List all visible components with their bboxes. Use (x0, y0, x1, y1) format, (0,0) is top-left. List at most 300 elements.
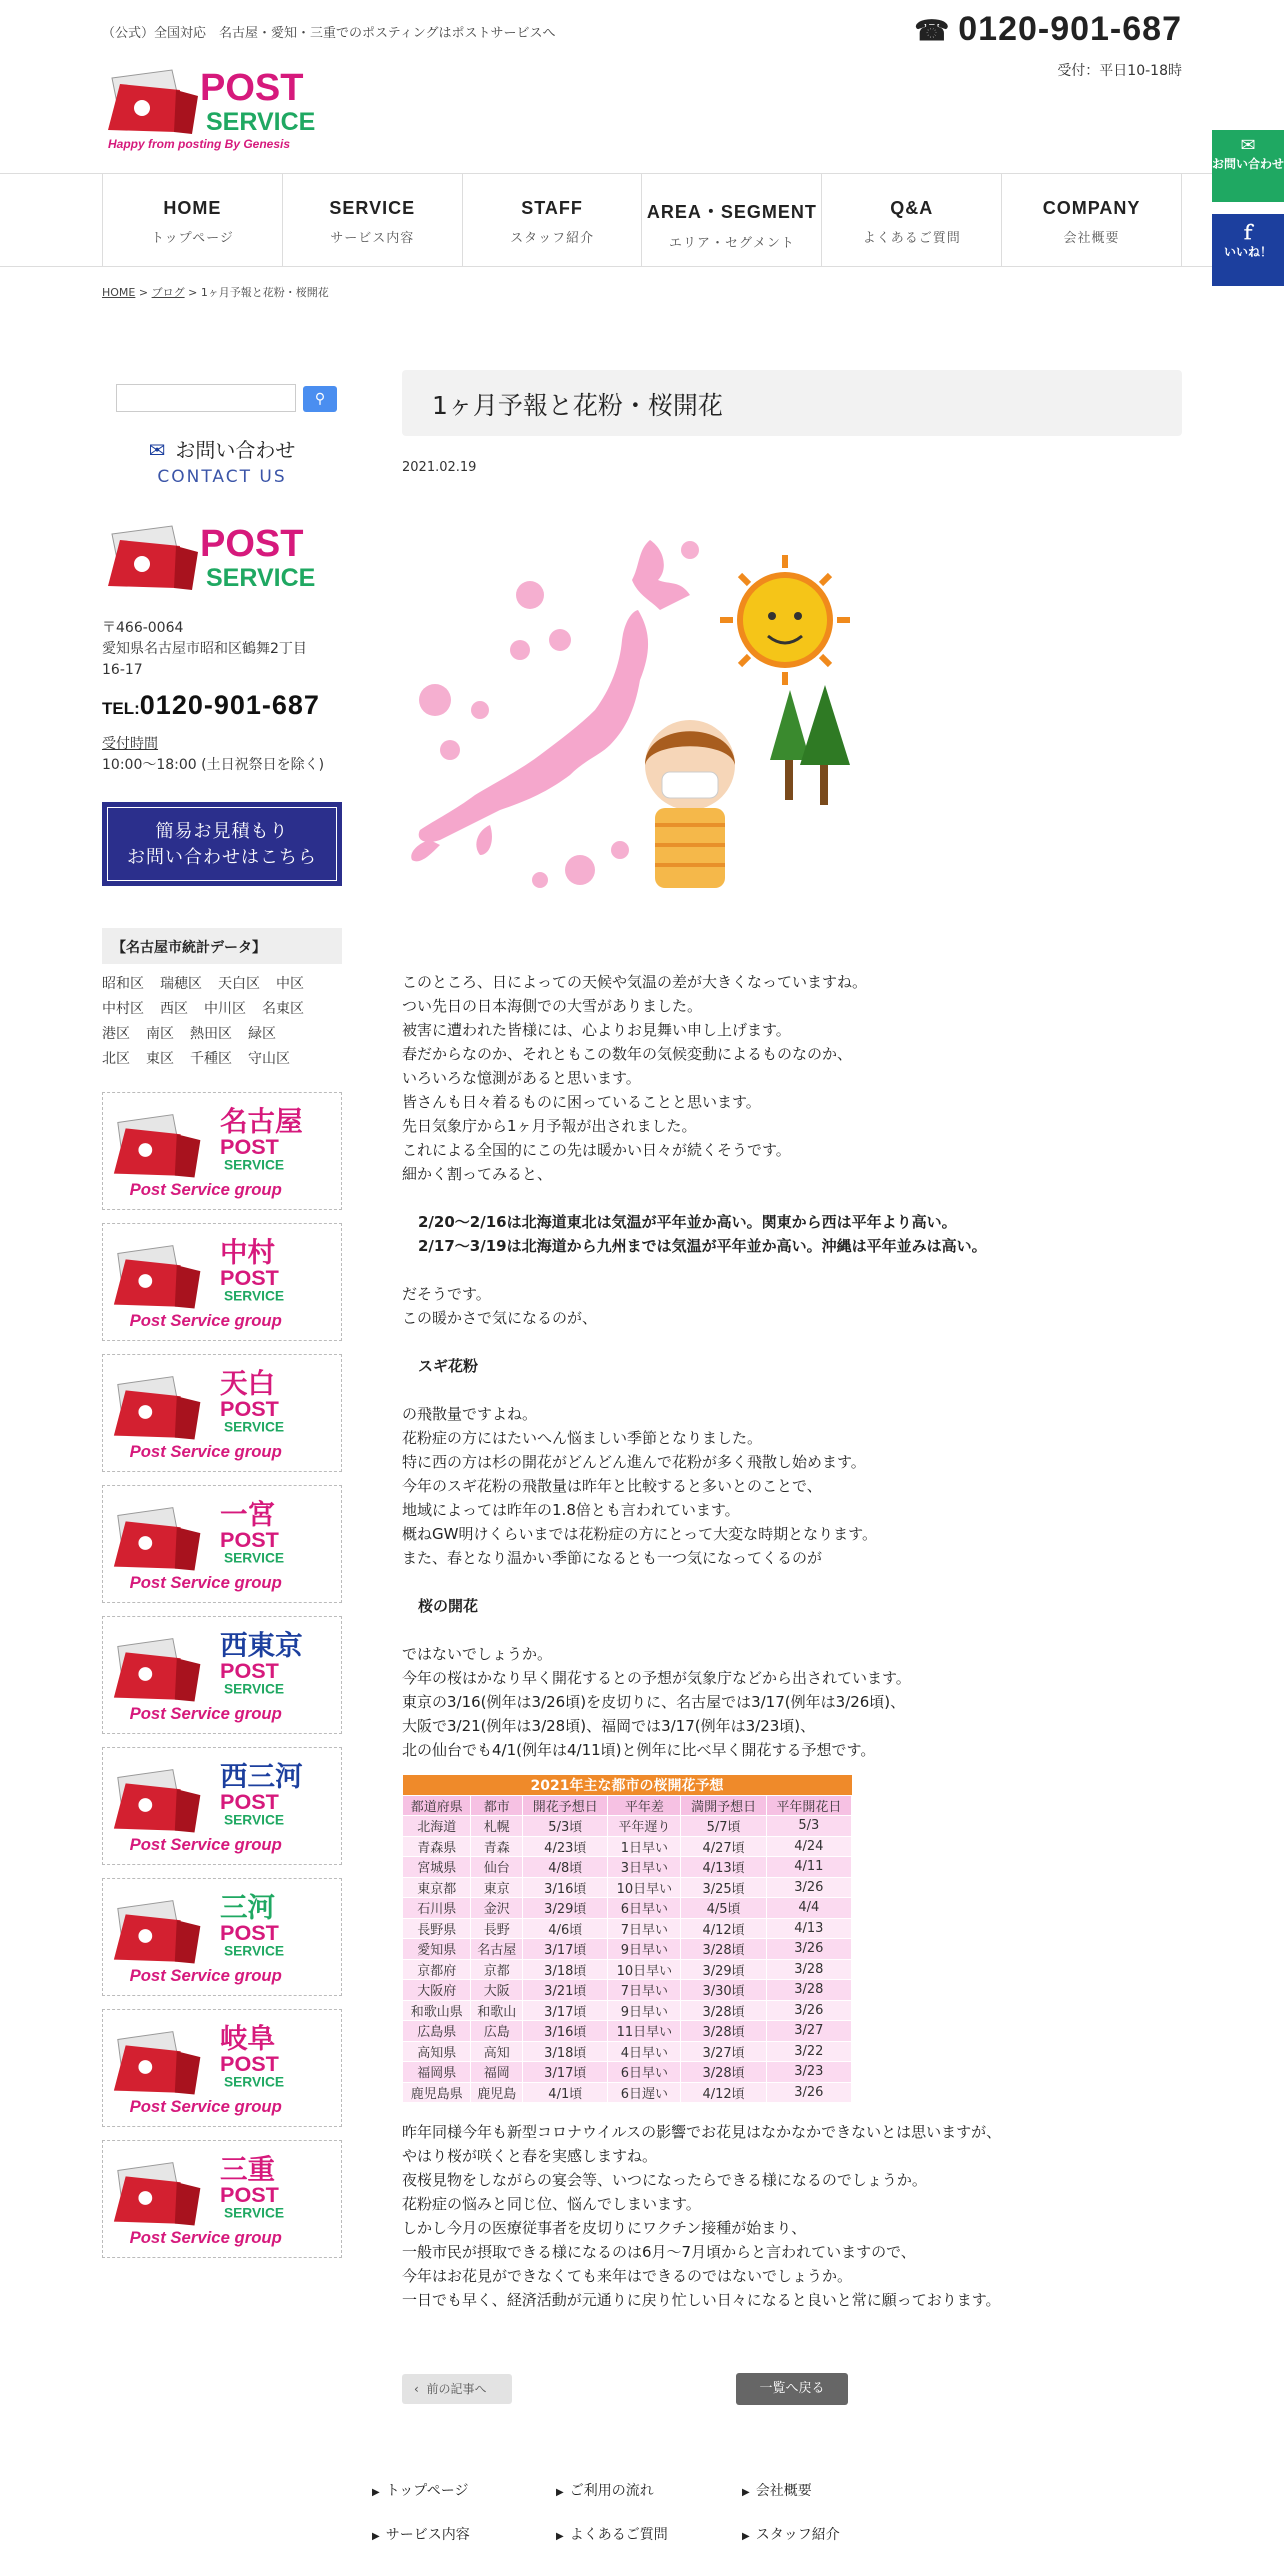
table-header: 平年差 (608, 1796, 681, 1816)
nav-home[interactable] (103, 174, 283, 266)
text-line: 大阪で3/21(例年は3/28頃)、福岡では3/17(例年は3/23頃)、 (402, 1717, 816, 1735)
table-cell: 3/28頃 (681, 1939, 766, 1960)
article-para-3 (402, 1402, 1202, 1570)
ward-link[interactable]: 西区 (160, 1001, 188, 1017)
footer-link-label: スタッフ紹介 (755, 2527, 840, 2543)
hours-value: 10:00〜18:00 (土日祝祭日を除く) (102, 757, 325, 773)
banner-service-text: SERVICE (223, 1943, 285, 1959)
banner-group-text: Post Service group (129, 2228, 282, 2248)
table-cell: 石川県 (403, 1898, 471, 1919)
banner-post-text: POST (220, 2181, 279, 2207)
triangle-right-icon: ▶ (742, 2487, 750, 2498)
envelope-icon: ✉ (148, 438, 166, 462)
table-cell: 3/28頃 (681, 2062, 766, 2083)
phone-icon: ☎ (914, 15, 951, 46)
table-cell: 福岡県 (403, 2062, 471, 2083)
banner-group-text: Post Service group (129, 1180, 282, 1200)
triangle-right-icon: ▶ (372, 2487, 380, 2498)
table-cell: 6日早い (608, 2062, 681, 2083)
header-phone[interactable] (914, 10, 1182, 49)
banner-area-name: 西東京 (220, 1629, 303, 1661)
text-line: 北の仙台でも4/1(例年は4/11頃)と例年に比べ早く開花する予想です。 (402, 1741, 876, 1759)
forecast-line: 2/17〜3/19は北海道から九州までは気温が平年並か高い。沖縄は平年並みは高い。 (418, 1237, 987, 1255)
ward-link[interactable]: 北区 (102, 1051, 130, 1067)
table-cell: 3/21頃 (523, 1980, 608, 2001)
table-cell: 京都府 (403, 1959, 471, 1980)
table-row (403, 2041, 852, 2062)
float-contact-button[interactable] (1212, 130, 1284, 202)
site-logo[interactable] (102, 60, 330, 152)
table-cell: 4/11 (766, 1857, 851, 1878)
table-caption: 2021年主な都市の桜開花予想 (403, 1775, 852, 1796)
table-cell: 4日早い (608, 2041, 681, 2062)
table-cell: 福岡 (471, 2062, 523, 2083)
footer-link[interactable] (742, 2524, 840, 2544)
text-line: ではないでしょうか。 (402, 1645, 553, 1663)
footer-link[interactable] (372, 2480, 468, 2500)
banner-service-text: SERVICE (223, 1550, 285, 1566)
table-cell: 6日遅い (608, 2082, 681, 2103)
table-cell: 3/25頃 (681, 1877, 766, 1898)
address-line-2: 16-17 (102, 662, 143, 678)
group-banner[interactable] (102, 1092, 342, 1210)
banner-area-name: 三河 (220, 1891, 276, 1923)
table-row (403, 1980, 852, 2001)
float-contact-label: お問い合わせ (1212, 157, 1284, 171)
banner-service-text: SERVICE (223, 2074, 285, 2090)
banner-area-name: 中村 (220, 1236, 276, 1268)
table-row (403, 1857, 852, 1878)
banner-group-text: Post Service group (129, 1311, 282, 1331)
table-cell: 1日早い (608, 1836, 681, 1857)
table-cell: 4/12頃 (681, 2082, 766, 2103)
table-cell: 3/17頃 (523, 2000, 608, 2021)
banner-area-name: 西三河 (220, 1760, 303, 1792)
chevron-left-icon: ‹ (414, 2382, 419, 2396)
text-line: 地域によっては昨年の1.8倍とも言われています。 (402, 1501, 740, 1519)
table-cell: 青森 (471, 1836, 523, 1857)
table-row (403, 2021, 852, 2042)
text-line: 春だからなのか、それともこの数年の気候変動によるものなのか、 (402, 1045, 853, 1063)
forecast-line: 2/20〜2/16は北海道東北は気温が平年並か高い。関東から西は平年より高い。 (418, 1213, 957, 1231)
table-row (403, 1836, 852, 1857)
page-title: 1ヶ月予報と花粉・桜開花 (432, 391, 723, 420)
text-line: 今年はお花見ができなくても来年はできるのではないでしょうか。 (402, 2267, 853, 2285)
nav-label-en: STAFF (521, 198, 583, 218)
nav-label-en: COMPANY (1042, 198, 1141, 218)
table-cell: 3日早い (608, 1857, 681, 1878)
table-cell: 高知 (471, 2041, 523, 2062)
ward-link[interactable]: 名東区 (262, 1001, 304, 1017)
table-cell: 5/3 (766, 1816, 851, 1837)
table-cell: 和歌山 (471, 2000, 523, 2021)
banner-service-text: SERVICE (223, 1681, 285, 1697)
banner-post-text: POST (220, 1526, 279, 1552)
table-cell: 3/30頃 (681, 1980, 766, 2001)
table-cell: 長野 (471, 1918, 523, 1939)
table-header: 開花予想日 (523, 1796, 608, 1816)
ward-link[interactable]: 千種区 (190, 1051, 232, 1067)
prev-post-label: 前の記事へ (426, 2382, 487, 2396)
footer-link-label: サービス内容 (385, 2527, 470, 2543)
table-cell: 6日早い (608, 1898, 681, 1919)
text-line: つい先日の日本海側での大雪がありました。 (402, 997, 703, 1015)
table-cell: 4/4 (766, 1898, 851, 1919)
float-like-label: いいね！ (1223, 245, 1272, 259)
triangle-right-icon: ▶ (372, 2531, 380, 2542)
heading-sakura (402, 1594, 1202, 1618)
address-line-1: 愛知県名古屋市昭和区鶴舞2丁目 (102, 641, 307, 657)
table-cell: 4/23頃 (523, 1836, 608, 1857)
sakura-forecast-table (402, 1775, 852, 2103)
table-cell: 宮城県 (403, 1857, 471, 1878)
text-line: 今年の桜はかなり早く開花するとの予想が気象庁などから出されています。 (402, 1669, 911, 1687)
group-banner[interactable] (102, 1223, 342, 1341)
table-cell: 3/18頃 (523, 2041, 608, 2062)
nav-label-jp: エリア・セグメント (668, 236, 795, 251)
nav-label-jp: サービス内容 (330, 231, 415, 246)
float-like-button[interactable] (1212, 214, 1284, 286)
table-cell: 3/28頃 (681, 2021, 766, 2042)
ward-link[interactable]: 中川区 (204, 1001, 246, 1017)
table-cell: 5/3頃 (523, 1816, 608, 1837)
table-header: 都道府県 (403, 1796, 471, 1816)
banner-group-text: Post Service group (129, 1704, 282, 1724)
banner-group-text: Post Service group (129, 1573, 282, 1593)
text-line: 概ねGW明けくらいまでは花粉症の方にとって大変な時期となります。 (402, 1525, 877, 1543)
banner-post-text: POST (220, 1133, 279, 1159)
table-cell: 北海道 (403, 1816, 471, 1837)
nav-label-en: HOME (163, 198, 222, 218)
text-line: 花粉症の悩みと同じ位、悩んでしまいます。 (402, 2195, 701, 2213)
banner-area-name: 岐阜 (220, 2022, 276, 2054)
table-cell: 4/13頃 (681, 1857, 766, 1878)
nav-label-en: Q&A (890, 198, 934, 218)
table-cell: 4/12頃 (681, 1918, 766, 1939)
header-tagline: （公式）全国対応 名古屋・愛知・三重でのポスティングはポストサービスへ (102, 26, 556, 41)
triangle-right-icon: ▶ (556, 2531, 564, 2542)
logo-service-text: SERVICE (206, 564, 316, 592)
table-cell: 3/17頃 (523, 2062, 608, 2083)
estimate-contact-button[interactable] (102, 802, 342, 886)
banner-post-text: POST (220, 1657, 279, 1683)
table-cell: 愛知県 (403, 1939, 471, 1960)
sidebar-hours (102, 734, 324, 776)
table-cell: 名古屋 (471, 1939, 523, 1960)
table-cell: 10日早い (608, 1877, 681, 1898)
table-cell: 3/26 (766, 2082, 851, 2103)
table-cell: 3/29頃 (523, 1898, 608, 1919)
nav-label-jp: スタッフ紹介 (510, 231, 595, 246)
text-line: だそうです。 (402, 1285, 491, 1303)
group-banner[interactable] (102, 2140, 342, 2258)
table-cell: 3/26 (766, 1939, 851, 1960)
table-cell: 3/26 (766, 2000, 851, 2021)
sidebar-phone[interactable] (102, 690, 320, 721)
table-cell: 金沢 (471, 1898, 523, 1919)
table-row (403, 1918, 852, 1939)
table-cell: 10日早い (608, 1959, 681, 1980)
table-cell: 5/7頃 (681, 1816, 766, 1837)
ward-link[interactable]: 天白区 (218, 976, 260, 992)
company-address (102, 618, 342, 681)
nav-label-jp: 会社概要 (1063, 231, 1120, 246)
logo-post-text: POST (200, 67, 304, 109)
contact-label-en: CONTACT US (157, 467, 287, 487)
article-title-box (402, 370, 1182, 436)
table-cell: 高知県 (403, 2041, 471, 2062)
text-line: 一日でも早く、経済活動が元通りに戻り忙しい日々になると良いと常に願っております。 (402, 2291, 1001, 2309)
footer-link-label: ご利用の流れ (569, 2483, 654, 2499)
article-para-2 (402, 1282, 1202, 1330)
ward-link[interactable]: 港区 (102, 1026, 130, 1042)
ward-link[interactable]: 南区 (146, 1026, 174, 1042)
text-line: 皆さんも日々着るものに困っていることと思います。 (402, 1093, 761, 1111)
article-para-5 (402, 2120, 1202, 2312)
table-cell: 4/6頃 (523, 1918, 608, 1939)
estimate-label-1: 簡易お見積もり (155, 821, 289, 842)
ward-link[interactable]: 守山区 (248, 1051, 290, 1067)
table-row (403, 2000, 852, 2021)
article-para-1 (402, 970, 1202, 1186)
table-cell: 3/28頃 (681, 2000, 766, 2021)
table-cell: 3/29頃 (681, 1959, 766, 1980)
text-line: の飛散量ですよね。 (402, 1405, 538, 1423)
table-cell: 京都 (471, 1959, 523, 1980)
section-heading: 桜の開花 (418, 1597, 479, 1615)
table-cell: 4/1頃 (523, 2082, 608, 2103)
table-cell: 11日早い (608, 2021, 681, 2042)
table-cell: 大阪 (471, 1980, 523, 2001)
banner-service-text: SERVICE (223, 1812, 285, 1828)
stats-title: 【名古屋市統計データ】 (102, 928, 342, 964)
estimate-label-2: お問い合わせはこちら (127, 847, 317, 868)
table-cell: 東京都 (403, 1877, 471, 1898)
breadcrumb-separator: > (184, 286, 201, 299)
footer-link[interactable] (556, 2480, 654, 2500)
group-banner[interactable] (102, 1878, 342, 1996)
search-button[interactable] (303, 386, 337, 412)
text-line: 細かく割ってみると、 (402, 1165, 553, 1183)
text-line: このところ、日によっての天候や気温の差が大きくなっていますね。 (402, 973, 868, 991)
banner-service-text: SERVICE (223, 1288, 285, 1304)
banner-post-text: POST (220, 1919, 279, 1945)
table-cell: 3/17頃 (523, 1939, 608, 1960)
table-cell: 3/16頃 (523, 2021, 608, 2042)
table-row (403, 2062, 852, 2083)
table-cell: 札幌 (471, 1816, 523, 1837)
contact-label-jp: お問い合わせ (175, 438, 296, 462)
table-cell: 平年遅り (608, 1816, 681, 1837)
text-line: 一般市民が摂取できる様になるのは6月〜7月頃からと言われていますので、 (402, 2243, 916, 2261)
banner-post-text: POST (220, 1264, 279, 1290)
triangle-right-icon: ▶ (556, 2487, 564, 2498)
table-header: 平年開花日 (766, 1796, 851, 1816)
text-line: この暖かさで気になるのが、 (402, 1309, 598, 1327)
footer-link-label: トップページ (385, 2483, 469, 2499)
tel-number: 0120-901-687 (139, 690, 320, 720)
table-row (403, 1816, 852, 1837)
text-line: また、春となり温かい季節になるとも一つ気になってくるのが (402, 1549, 823, 1567)
footer-link[interactable] (556, 2524, 668, 2544)
group-banner[interactable] (102, 1485, 342, 1603)
banner-area-name: 三重 (220, 2153, 276, 2185)
table-cell: 9日早い (608, 1939, 681, 1960)
footer-link[interactable] (742, 2480, 812, 2500)
hours-label: 受付時間 (102, 736, 158, 752)
section-heading: スギ花粉 (418, 1357, 479, 1375)
ward-link[interactable]: 瑞穂区 (160, 976, 202, 992)
table-header: 都市 (471, 1796, 523, 1816)
breadcrumb-blog[interactable]: ブログ (151, 286, 185, 299)
table-cell: 4/13 (766, 1918, 851, 1939)
banner-post-text: POST (220, 1788, 279, 1814)
back-to-list-button[interactable] (736, 2373, 848, 2405)
ward-link[interactable]: 昭和区 (102, 976, 144, 992)
breadcrumb (102, 284, 329, 300)
table-cell: 3/22 (766, 2041, 851, 2062)
table-cell: 鹿児島 (471, 2082, 523, 2103)
table-cell: 9日早い (608, 2000, 681, 2021)
breadcrumb-separator: > (135, 286, 152, 299)
banner-area-name: 名古屋 (220, 1105, 303, 1137)
text-line: 東京の3/16(例年は3/26頃)を皮切りに、名古屋では3/17(例年は3/26頃)、 (402, 1693, 906, 1711)
table-cell: 広島 (471, 2021, 523, 2042)
banner-service-text: SERVICE (223, 1419, 285, 1435)
forecast-lines (402, 1210, 1202, 1258)
text-line: これによる全国的にこの先は暖かい日々が続くそうです。 (402, 1141, 791, 1159)
table-cell: 東京 (471, 1877, 523, 1898)
text-line: 花粉症の方にはたいへん悩ましい季節となりました。 (402, 1429, 763, 1447)
table-cell: 3/28 (766, 1959, 851, 1980)
nav-label-en: AREA・SEGMENT (646, 202, 817, 222)
banner-post-text: POST (220, 2050, 279, 2076)
banner-group-text: Post Service group (129, 1966, 282, 1986)
hero-illustration (400, 540, 870, 910)
text-line: しかし今月の医療従事者を皮切りにワクチン接種が始まり、 (402, 2219, 807, 2237)
nav-qa[interactable] (822, 174, 1002, 266)
header-hours: 受付：平日10-18時 (1057, 63, 1182, 79)
sidebar-logo (102, 516, 330, 608)
text-line: やはり桜が咲くと春を実感しますね。 (402, 2147, 658, 2165)
text-line: 今年のスギ花粉の飛散量は昨年と比較すると多いとのことで、 (402, 1477, 822, 1495)
group-banner[interactable] (102, 1354, 342, 1472)
envelope-icon: ✉ (1240, 135, 1256, 156)
table-cell: 7日早い (608, 1980, 681, 2001)
nav-label-en: SERVICE (329, 198, 416, 218)
prev-post-button[interactable] (402, 2374, 512, 2404)
text-line: 特に西の方は杉の開花がどんどん進んで花粉が多く飛散し始めます。 (402, 1453, 866, 1471)
table-cell: 和歌山県 (403, 2000, 471, 2021)
triangle-right-icon: ▶ (742, 2531, 750, 2542)
group-banner[interactable] (102, 1616, 342, 1734)
table-cell: 3/27頃 (681, 2041, 766, 2062)
ward-link[interactable]: 熱田区 (190, 1026, 232, 1042)
facebook-icon: ｆ (1239, 223, 1257, 244)
group-banner[interactable] (102, 2009, 342, 2127)
ward-link[interactable]: 中村区 (102, 1001, 144, 1017)
search-input[interactable] (116, 384, 296, 412)
table-cell: 3/16頃 (523, 1877, 608, 1898)
table-cell: 3/26 (766, 1877, 851, 1898)
tel-label: TEL: (102, 699, 140, 718)
nav-staff[interactable] (463, 174, 643, 266)
footer-link-label: 会社概要 (755, 2483, 812, 2499)
banner-area-name: 天白 (220, 1367, 276, 1399)
article-para-4 (402, 1642, 1202, 1762)
nav-company[interactable] (1002, 174, 1182, 266)
breadcrumb-current: 1ヶ月予報と花粉・桜開花 (200, 286, 329, 299)
text-line: いろいろな憶測があると思います。 (402, 1069, 641, 1087)
table-cell: 大阪府 (403, 1980, 471, 2001)
banner-group-text: Post Service group (129, 2097, 282, 2117)
text-line: 先日気象庁から1ヶ月予報が出されました。 (402, 1117, 697, 1135)
breadcrumb-home[interactable]: HOME (102, 286, 136, 299)
group-banner[interactable] (102, 1747, 342, 1865)
ward-link[interactable]: 中区 (276, 976, 304, 992)
table-cell: 3/18頃 (523, 1959, 608, 1980)
ward-link[interactable]: 緑区 (248, 1026, 276, 1042)
footer-link[interactable] (372, 2524, 470, 2544)
text-line: 被害に遭われた皆様には、心よりお見舞い申し上げます。 (402, 1021, 791, 1039)
table-cell: 4/24 (766, 1836, 851, 1857)
table-cell: 4/8頃 (523, 1857, 608, 1878)
footer-link-label: よくあるご質問 (569, 2527, 668, 2543)
table-cell: 鹿児島県 (403, 2082, 471, 2103)
table-cell: 仙台 (471, 1857, 523, 1878)
banner-group-text: Post Service group (129, 1835, 282, 1855)
table-row (403, 1898, 852, 1919)
banner-service-text: SERVICE (223, 1157, 285, 1173)
table-header: 満開予想日 (681, 1796, 766, 1816)
nav-service[interactable] (283, 174, 463, 266)
nav-area-segment[interactable] (642, 174, 822, 266)
nav-label-jp: よくあるご質問 (862, 231, 961, 246)
ward-link[interactable]: 東区 (146, 1051, 174, 1067)
back-to-list-label: 一覧へ戻る (759, 2381, 825, 2396)
table-cell: 3/23 (766, 2062, 851, 2083)
header-phone-number: 0120-901-687 (958, 10, 1182, 48)
heading-pollen (402, 1354, 1202, 1378)
table-row (403, 1939, 852, 1960)
search-icon: ⚲ (314, 391, 326, 407)
table-cell: 長野県 (403, 1918, 471, 1939)
ward-links (102, 972, 342, 1072)
sidebar-contact-link[interactable] (102, 434, 342, 487)
table-cell: 4/27頃 (681, 1836, 766, 1857)
text-line: 夜桜見物をしながらの宴会等、いつになったらできる様になるのでしょうか。 (402, 2171, 927, 2189)
table-row (403, 2082, 852, 2103)
logo-service-text: SERVICE (206, 108, 316, 136)
banner-service-text: SERVICE (223, 2205, 285, 2221)
logo-slogan-text: Happy from posting By Genesis (108, 137, 291, 151)
global-nav (0, 173, 1284, 267)
table-cell: 7日早い (608, 1918, 681, 1939)
table-row (403, 1877, 852, 1898)
banner-group-text: Post Service group (129, 1442, 282, 1462)
text-line: 昨年同様今年も新型コロナウイルスの影響でお花見はなかなかできないとは思いますが、 (402, 2123, 1002, 2141)
post-date: 2021.02.19 (402, 460, 477, 475)
table-cell: 広島県 (403, 2021, 471, 2042)
banner-post-text: POST (220, 1395, 279, 1421)
table-row (403, 1959, 852, 1980)
logo-post-text: POST (200, 523, 304, 565)
table-cell: 3/27 (766, 2021, 851, 2042)
table-cell: 4/5頃 (681, 1898, 766, 1919)
table-cell: 青森県 (403, 1836, 471, 1857)
table-cell: 3/28 (766, 1980, 851, 2001)
banner-area-name: 一宮 (220, 1498, 276, 1530)
